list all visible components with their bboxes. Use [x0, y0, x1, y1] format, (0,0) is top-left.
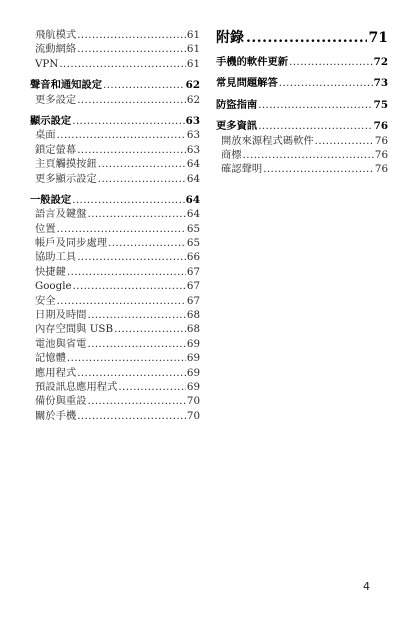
leader-dots [77, 250, 186, 264]
toc-entry-about-phone [30, 409, 200, 423]
toc-entry-page: 76 [374, 163, 388, 176]
toc-section-page: 75 [373, 98, 388, 111]
toc-entry-title: 日期及時間 [35, 309, 87, 322]
toc-entry-title: 關於手機 [35, 409, 77, 422]
toc-entry-page: 67 [186, 265, 200, 278]
toc-entry-page: 67 [186, 294, 200, 307]
leader-dots [87, 207, 185, 221]
toc-entry-title: 語言及鍵盤 [35, 208, 87, 221]
toc-entry-page: 64 [186, 158, 200, 171]
leader-dots [98, 157, 186, 171]
toc-section-page: 76 [373, 120, 388, 133]
toc-section-page: 62 [185, 79, 200, 92]
toc-entry-accessibility [30, 250, 200, 264]
toc-section-title: 聲音和通知設定 [30, 79, 103, 92]
appendix-page: 71 [368, 30, 388, 46]
toc-right-column [216, 28, 388, 177]
toc-entry-home-touch-buttons [30, 157, 200, 171]
leader-dots [67, 265, 186, 279]
toc-entry-title: 鎖定螢幕 [35, 143, 77, 156]
toc-entry-declaration [216, 162, 388, 176]
leader-dots [103, 78, 185, 92]
toc-entry-shortcut-keys [30, 265, 200, 279]
leader-dots [77, 143, 186, 157]
toc-entry-page: 61 [186, 29, 200, 41]
toc-entry-mobile-network [30, 42, 200, 56]
toc-entry-airplane-mode [30, 28, 200, 42]
leader-dots [258, 119, 372, 133]
toc-entry-page: 61 [186, 57, 200, 70]
toc-entry-page: 65 [186, 222, 200, 235]
toc-entry-title: 位置 [35, 222, 56, 235]
toc-section-more-info [216, 119, 388, 133]
toc-section-title: 更多資訊 [216, 120, 258, 133]
toc-entry-title: 帳戶及同步處理 [35, 237, 108, 250]
toc-section-page: 72 [373, 56, 388, 68]
toc-section-general [30, 193, 200, 207]
leader-dots [59, 57, 186, 71]
toc-entry-more-settings [30, 93, 200, 107]
leader-dots [114, 322, 186, 336]
leader-dots [263, 162, 374, 176]
toc-section-sound-notification [30, 78, 200, 92]
toc-section-title: 顯示設定 [30, 114, 72, 127]
toc-entry-page: 76 [374, 134, 388, 147]
leader-dots [77, 42, 186, 56]
leader-dots [315, 134, 374, 148]
toc-entry-page: 67 [186, 280, 200, 293]
toc-entry-apps [30, 366, 200, 380]
toc-section-faq [216, 76, 388, 90]
toc-entry-page: 69 [186, 337, 200, 350]
toc-entry-title: 協助工具 [35, 251, 77, 264]
toc-entry-default-messaging [30, 380, 200, 394]
leader-dots [57, 128, 186, 142]
toc-section-software-update [216, 55, 388, 69]
toc-section-title: 一般設定 [30, 193, 72, 206]
toc-entry-memory [30, 351, 200, 365]
toc-entry-page: 63 [186, 129, 200, 142]
leader-dots [246, 28, 367, 48]
toc-section-page: 64 [185, 193, 200, 206]
leader-dots [72, 114, 184, 128]
toc-entry-page: 68 [186, 309, 200, 322]
toc-entry-title: 應用程式 [35, 366, 77, 379]
leader-dots [98, 172, 186, 186]
toc-entry-security [30, 294, 200, 308]
toc-entry-page: 64 [186, 208, 200, 221]
toc-entry-title: Google [35, 280, 72, 293]
toc-entry-page: 65 [186, 237, 200, 250]
toc-section-page: 73 [373, 77, 388, 90]
toc-entry-trademarks [216, 148, 388, 162]
toc-entry-title: 快捷鍵 [35, 265, 66, 278]
toc-entry-title: 飛航模式 [35, 29, 77, 41]
toc-entry-page: 69 [186, 380, 200, 393]
leader-dots [279, 76, 373, 90]
leader-dots [289, 55, 373, 69]
toc-entry-page: 70 [186, 409, 200, 422]
toc-entry-title: 主頁觸摸按鈕 [35, 158, 97, 171]
toc-section-title: 常見問題解答 [216, 77, 278, 90]
toc-entry-title: 預設訊息應用程式 [35, 380, 118, 393]
toc-entry-page: 62 [186, 93, 200, 106]
toc-entry-storage-usb [30, 322, 200, 336]
toc-section-anti-theft [216, 98, 388, 112]
leader-dots [57, 294, 186, 308]
toc-entry-language-keyboard [30, 207, 200, 221]
leader-dots [57, 222, 186, 236]
leader-dots [73, 279, 186, 293]
leader-dots [87, 337, 185, 351]
toc-entry-title: 電池與省電 [35, 337, 87, 350]
toc-entry-home-screen [30, 128, 200, 142]
toc-entry-page: 76 [374, 148, 388, 161]
toc-entry-backup-reset [30, 394, 200, 408]
appendix-title: 附錄 [216, 30, 244, 46]
toc-entry-title: 確認聲明 [221, 163, 263, 176]
toc-appendix-heading [216, 28, 388, 48]
leader-dots [108, 236, 186, 250]
toc-entry-page: 70 [186, 395, 200, 408]
toc-entry-title: 商標 [221, 148, 242, 161]
toc-entry-accounts-sync [30, 236, 200, 250]
leader-dots [118, 380, 186, 394]
leader-dots [87, 308, 185, 322]
toc-section-title: 手機的軟件更新 [216, 56, 289, 68]
toc-entry-vpn [30, 57, 200, 71]
toc-entry-open-source [216, 134, 388, 148]
leader-dots [77, 28, 186, 42]
page-number: 4 [363, 580, 370, 593]
toc-entry-lock-screen [30, 143, 200, 157]
toc-entry-location [30, 222, 200, 236]
toc-section-page: 63 [185, 114, 200, 127]
toc-entry-page: 63 [186, 143, 200, 156]
toc-entry-page: 69 [186, 366, 200, 379]
toc-entry-page: 66 [186, 251, 200, 264]
toc-entry-title: 桌面 [35, 129, 56, 142]
toc-entry-title: 記憶體 [35, 352, 66, 365]
leader-dots [77, 366, 186, 380]
leader-dots [258, 98, 372, 112]
leader-dots [243, 148, 374, 162]
leader-dots [72, 193, 184, 207]
toc-entry-title: 更多顯示設定 [35, 172, 97, 185]
toc-entry-page: 64 [186, 172, 200, 185]
toc-section-title: 防盜指南 [216, 98, 258, 111]
toc-section-display [30, 114, 200, 128]
toc-entry-title: 備份與重設 [35, 395, 87, 408]
toc-entry-title: 流動網絡 [35, 43, 77, 56]
toc-entry-google [30, 279, 200, 293]
toc-entry-title: 內存空間與 USB [35, 323, 114, 336]
toc-entry-title: 開放來源程式碼軟件 [221, 134, 314, 147]
toc-entry-title: VPN [35, 57, 59, 70]
toc-entry-page: 69 [186, 352, 200, 365]
toc-entry-title: 更多設定 [35, 93, 77, 106]
toc-left-column [30, 28, 200, 423]
leader-dots [77, 409, 186, 423]
toc-entry-page: 68 [186, 323, 200, 336]
toc-entry-more-display [30, 172, 200, 186]
leader-dots [67, 351, 186, 365]
leader-dots [77, 93, 186, 107]
toc-entry-page: 61 [186, 43, 200, 56]
toc-entry-title: 安全 [35, 294, 56, 307]
toc-entry-battery-power [30, 337, 200, 351]
leader-dots [87, 394, 185, 408]
toc-entry-date-time [30, 308, 200, 322]
